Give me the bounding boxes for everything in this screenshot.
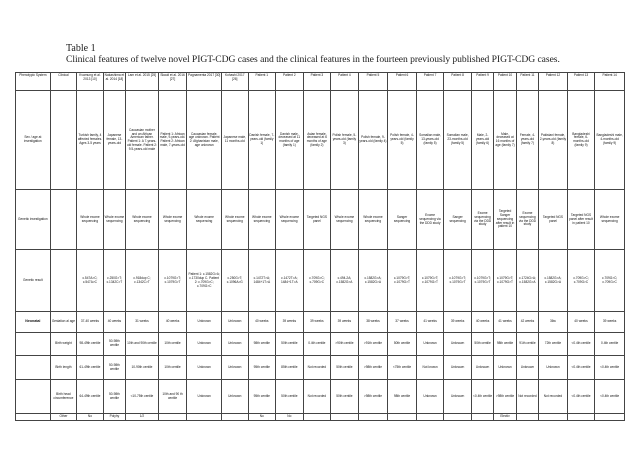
header-cell: Patient 2 — [276, 73, 304, 91]
table-cell: Whole exome sequencing — [595, 189, 625, 250]
table-cell: c.1079G>T; c.1079G>T — [494, 250, 516, 312]
table-cell: c.547A>C; c.547A>C — [77, 250, 104, 312]
table-cell: 41 weeks — [494, 312, 516, 333]
table-cell: Whole exome sequencing — [276, 189, 304, 250]
table-row-other — [16, 414, 625, 421]
table-cell: c.1079G>T; c.1079G>T — [444, 250, 472, 312]
header-cell: Patient 9 — [471, 73, 493, 91]
table-cell: 42 weeks — [516, 312, 538, 333]
table-cell: Unknown — [516, 356, 538, 380]
table-cell: Japanese female, 13-years-old — [103, 91, 125, 190]
table-cell — [222, 414, 249, 421]
table-cell: 50th centile — [471, 332, 493, 356]
table-cell: Unknown — [444, 356, 472, 380]
table-row-head-circumference — [16, 379, 625, 414]
table-cell: Exome sequencing via the DDD study — [471, 189, 493, 250]
row-system-cell — [16, 332, 51, 356]
table-cell: Caucasian female, age unknown. Patient 2: Afghanistan male, age unknown — [187, 91, 222, 190]
table-cell: Targeted Sanger sequencing after result in patient 10 — [494, 189, 516, 250]
table-cell: c.250G>T; c.1096A>G — [222, 250, 249, 312]
table-cell: <0.4th centile — [595, 379, 625, 414]
table-cell: Patient 1: African male, 9-years-old. Patient 2: African male, 7-years-old — [158, 91, 187, 190]
table-cell — [416, 414, 444, 421]
table-cell: Unknown — [187, 312, 222, 333]
table-cell: 10th and 90th centile — [126, 332, 159, 356]
table-cell: >98th centile — [358, 356, 388, 380]
header-cell: Patient 3 — [303, 73, 331, 91]
table-cell: 64-49th centile — [77, 379, 104, 414]
table-cell: c.1582G>A; c.1582G>A — [539, 250, 568, 312]
table-cell — [388, 414, 417, 421]
table-cell: Somalian male, 13-years-old (family 5) — [416, 91, 444, 190]
row-clinical-cell — [50, 250, 77, 312]
table-cell: 91th centile — [516, 332, 538, 356]
table-cell: 1/2 — [126, 414, 159, 421]
header-cell: Patient 7 — [416, 73, 444, 91]
table-cell: <10-75th centile — [126, 379, 159, 414]
table-cell: Exome sequencing via the DDD study — [416, 189, 444, 250]
table-cell — [331, 414, 359, 421]
table-cell: 10th centile — [158, 332, 187, 356]
table-cell: Bangladeshi female, 6-months-old (family 9) — [567, 91, 595, 190]
table-cell — [567, 414, 595, 421]
table-cell: Whole exome sequencing — [158, 189, 187, 250]
table-cell: c.1472T>A; 1484+1T>A — [276, 250, 304, 312]
table-row-neonatal — [16, 312, 625, 333]
header-cell: Skauli et al. 2016 [27] — [158, 73, 187, 91]
table-cell: Unknown — [416, 332, 444, 356]
table-cell: Unknown — [444, 332, 472, 356]
header-cell: Patient 1 — [248, 73, 276, 91]
table-cell: <75th centile — [388, 356, 417, 380]
table-cell: 40 weeks — [471, 312, 493, 333]
table-cell: Caucasian mother and an African American father. Patient 1: A 7-years-old female. Patient 2: 9.5-years-old male — [126, 91, 159, 190]
table-cell: Targeted NGS panel — [539, 189, 568, 250]
table-cell: 10th centile — [158, 356, 187, 380]
table-cell: 40 weeks — [248, 312, 276, 333]
row-system-cell: Sex / age at investigation — [16, 91, 51, 190]
table-cell: c.1582G>A; c.1582G>A — [358, 250, 388, 312]
table-cell — [539, 414, 568, 421]
table-cell — [358, 414, 388, 421]
table-cell: Sanger sequencing — [444, 189, 472, 250]
table-cell — [444, 414, 472, 421]
clinical-features-table — [15, 72, 625, 421]
table-cell: c.494-2A; c.1582G>A — [331, 250, 359, 312]
table-cell: Polish female, 9-years-old (family 4) — [358, 91, 388, 190]
table-cell: >90th centile — [331, 332, 359, 356]
table-cell: No — [77, 414, 104, 421]
row-system-cell: Genetic investigation — [16, 189, 51, 250]
table-cell: c.709G>C; c.709G>C — [303, 250, 331, 312]
table-cell: 50th centile — [276, 332, 304, 356]
table-cell: Unknown — [416, 379, 444, 414]
header-cell: Patient 5 — [358, 73, 388, 91]
table-cell: Danish male, deceased at 11 months of age (family 1) — [276, 91, 304, 190]
table-cell: 98th centile — [494, 332, 516, 356]
table-cell: Japanese male, 11 months-old — [222, 91, 249, 190]
header-cell: Clinical — [50, 73, 77, 91]
table-cell: c.1079G>T; c.1079G>T — [416, 250, 444, 312]
row-system-cell — [16, 379, 51, 414]
table-cell: 39 weeks — [444, 312, 472, 333]
table-cell: Polish female, 4-years-old (family 5) — [388, 91, 417, 190]
table-cell: 0.4th centile — [595, 332, 625, 356]
row-clinical-cell: Birth head circumference — [50, 379, 77, 414]
table-cell: c.1079G>T; c.1079G>T — [388, 250, 417, 312]
table-cell — [471, 414, 493, 421]
table-cell: Unknown — [187, 356, 222, 380]
table-cell: 40 weeks — [158, 312, 187, 333]
table-cell: 40 weeks — [567, 312, 595, 333]
table-cell: Not recorded — [539, 379, 568, 414]
table-cell: c.1079G>T; c.1079G>T — [158, 250, 187, 312]
table-cell: Male, 2-years-old (family 6) — [471, 91, 493, 190]
table-cell: c.709G>C; c.709G>C — [595, 250, 625, 312]
header-cell: Pagnamenta 2017 [30] — [187, 73, 222, 91]
table-cell: Unknown — [222, 379, 249, 414]
table-caption — [66, 43, 560, 66]
table-cell: c.709G>C; c.709G>C — [567, 250, 595, 312]
table-cell: >98th centile — [358, 379, 388, 414]
table-cell: Unknown — [539, 356, 568, 380]
table-cell: Targeted NGS panel — [303, 189, 331, 250]
table-cell: No — [248, 414, 276, 421]
table-cell: Not recorded — [516, 379, 538, 414]
row-system-cell — [16, 414, 51, 421]
table-cell: 50th centile — [331, 356, 359, 380]
table-cell: Not recorded — [303, 356, 331, 380]
header-cell: Patient 4 — [331, 73, 359, 91]
table-cell: Sanger sequencing — [388, 189, 417, 250]
header-cell: Patient 14 — [595, 73, 625, 91]
table-cell: Unknown — [222, 356, 249, 380]
table-cell: Unknown — [187, 332, 222, 356]
table-cell: 72th centile — [539, 332, 568, 356]
header-cell: Patient 10 — [494, 73, 516, 91]
table-cell: Unknown — [187, 379, 222, 414]
table-cell: 31 weeks — [126, 312, 159, 333]
table-cell: 98th centile — [388, 379, 417, 414]
table-cell: Not known — [416, 356, 444, 380]
table-row-birth-weight — [16, 332, 625, 356]
table-cell — [595, 414, 625, 421]
table-cell: 95th centile — [248, 379, 276, 414]
row-clinical-cell: Other — [50, 414, 77, 421]
table-cell: c.250G>T; c.1342C>T — [103, 250, 125, 312]
table-cell: Exome sequencing via the DDD study — [516, 189, 538, 250]
row-system-cell — [16, 356, 51, 380]
table-cell: Whole exome sequencing — [222, 189, 249, 250]
table-cell: 0.4th centile — [303, 332, 331, 356]
table-cell: Unknown — [494, 356, 516, 380]
table-cell: Turkish family, 4 affected females. Ages 3-5 years — [77, 91, 104, 190]
table-cell — [187, 414, 222, 421]
row-system-cell: Genetic result — [16, 250, 51, 312]
table-number: Table 1 — [66, 43, 96, 54]
row-clinical-cell — [50, 189, 77, 250]
header-cell: Patient 6 — [388, 73, 417, 91]
table-cell: Electiv — [494, 414, 516, 421]
table-cell: 50th centile — [331, 379, 359, 414]
table-cell: <0.4th centile — [595, 356, 625, 380]
table-cell: Whole exome sequencing — [248, 189, 276, 250]
table-cell: Whole exome sequencing — [77, 189, 104, 250]
table-cell — [516, 414, 538, 421]
table-cell: 40 weeks — [103, 312, 125, 333]
table-cell: 37 weeks — [388, 312, 417, 333]
table-cell: Whole exome sequencing — [187, 189, 222, 250]
row-clinical-cell: Gestation al age — [50, 312, 77, 333]
table-title: Clinical features of twelve novel PIGT-CDG cases and the clinical features in the fourteen previously published PIGT-CDG cases. — [66, 54, 560, 65]
table-cell: Patient 1: c.1582G>A; c.1730dup C. Patient 2: c.709G>C; c.709G>C — [187, 250, 222, 312]
table-cell: No — [276, 414, 304, 421]
table-cell — [303, 414, 331, 421]
table-cell: Whole exome sequencing — [126, 189, 159, 250]
table-row-sex — [16, 91, 625, 190]
table-cell: 50-98th centile — [103, 379, 125, 414]
table-cell: 36w — [539, 312, 568, 333]
table-cell: Unknown — [222, 312, 249, 333]
table-cell: 95th centile — [248, 356, 276, 380]
header-cell: Patient 8 — [444, 73, 472, 91]
row-clinical-cell: Birth length — [50, 356, 77, 380]
table-cell: Whole exome sequencing — [103, 189, 125, 250]
row-clinical-cell — [50, 91, 77, 190]
header-cell: Patient 13 — [567, 73, 595, 91]
table-cell: 38 weeks — [358, 312, 388, 333]
table-cell: Unknown — [471, 356, 493, 380]
header-cell: Lam et al. 2015 [25] — [126, 73, 159, 91]
table-cell: Danish female, 7-years-old (family 1) — [248, 91, 276, 190]
table-cell: 50th centile — [388, 332, 417, 356]
table-cell: <0.4th centile — [471, 379, 493, 414]
table-cell: 50-98th centile — [103, 356, 125, 380]
table-body — [16, 73, 625, 421]
table-cell: Bangladeshi male, 4-months-old (family 9) — [595, 91, 625, 190]
header-row — [16, 73, 625, 91]
header-cell: Patient 11 — [516, 73, 538, 91]
table-cell: 39 weeks — [303, 312, 331, 333]
table-cell: Unknown — [444, 379, 472, 414]
table-row-birth-length — [16, 356, 625, 380]
table-cell: c.1472T>A; 1484+1T>A — [248, 250, 276, 312]
header-cell: Kohashi 2017 [26] — [222, 73, 249, 91]
table-cell: 10th and 90 th centile — [158, 379, 187, 414]
table-cell: Unknown — [222, 332, 249, 356]
table-cell: 98th centile — [248, 332, 276, 356]
header-cell: Patient 12 — [539, 73, 568, 91]
table-cell: c.1079G>T; c.1079G>T — [471, 250, 493, 312]
table-cell: 39 weeks — [595, 312, 625, 333]
table-cell: Female, 4-years-old (family 7) — [516, 91, 538, 190]
table-cell: 10-90th centile — [126, 356, 159, 380]
table-cell: >98th centile — [494, 379, 516, 414]
table-cell: Male, deceased at 16 months of age (family 7) — [494, 91, 516, 190]
table-cell: Whole exome sequencing — [358, 189, 388, 250]
table-cell: Somalian male, 23-months-old (family 5) — [444, 91, 472, 190]
table-row-variant — [16, 250, 625, 312]
header-cell: Nakashima et al. 2014 [18] — [103, 73, 125, 91]
table-cell: 98-49th centile — [77, 332, 104, 356]
table-row-investigation — [16, 189, 625, 250]
table-cell: Pakistani female, 2-years-old (family 8) — [539, 91, 568, 190]
table-cell: Targeted NGS panel after result in patient 10 — [567, 189, 595, 250]
table-cell: 41 weeks — [416, 312, 444, 333]
table-cell: <0.4th centile — [567, 332, 595, 356]
table-cell: c.1724G>A; c.1582G>A — [516, 250, 538, 312]
header-cell: Phenotypic System — [16, 73, 51, 91]
row-system-cell: Neonatal — [16, 312, 51, 333]
table-cell: >91th centile — [358, 332, 388, 356]
table-cell: c.918dup C; c.1342C>T — [126, 250, 159, 312]
table-cell: 39 weeks — [331, 312, 359, 333]
table-cell: 39 weeks — [276, 312, 304, 333]
table-cell: Not recorded — [303, 379, 331, 414]
table-cell: Asian female, deceased at 6 months of age (family 2) — [303, 91, 331, 190]
header-cell: Kvarnung et al. 2013 [10] — [77, 73, 104, 91]
table-cell: 61-49th centile — [77, 356, 104, 380]
table-cell — [158, 414, 187, 421]
row-clinical-cell: Birth weight — [50, 332, 77, 356]
table-cell: 50th centile — [276, 379, 304, 414]
table-cell: 50-98th centile — [103, 332, 125, 356]
table-cell: Whole exome sequencing — [331, 189, 359, 250]
table-cell: 37-40 weeks — [77, 312, 104, 333]
table-cell: Polyhy — [103, 414, 125, 421]
table-cell: Polish female, 5-years-old (family 3) — [331, 91, 359, 190]
table-cell: 85th centile — [276, 356, 304, 380]
table-cell: <0.4th centile — [567, 356, 595, 380]
table-cell: <0.4th centile — [567, 379, 595, 414]
